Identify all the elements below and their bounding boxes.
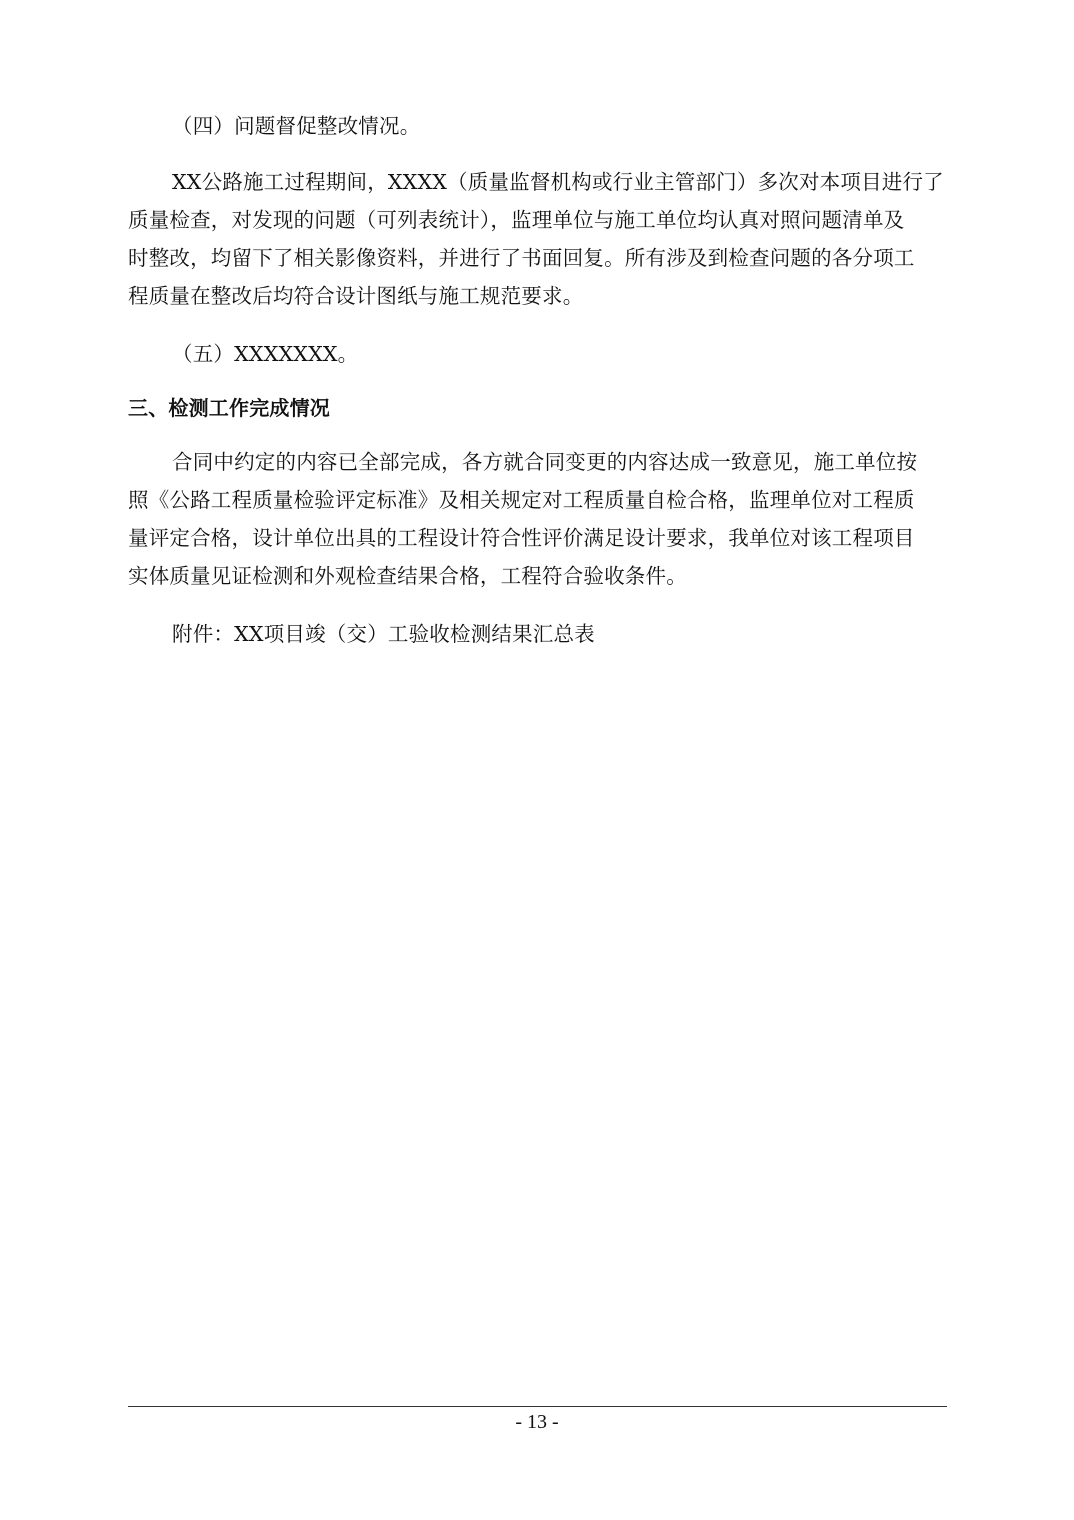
page-number: - 13 - <box>515 1411 559 1433</box>
section-4-title: （四）问题督促整改情况。 <box>172 114 421 138</box>
section-three-paragraph-line-3: 量评定合格，设计单位出具的工程设计符合性评价满足设计要求，我单位对该工程项目 <box>128 526 915 550</box>
attachment-note: 附件：XX项目竣（交）工验收检测结果汇总表 <box>172 622 595 646</box>
section-three-heading: 三、检测工作完成情况 <box>128 396 330 420</box>
section-4-paragraph-line-2: 质量检查，对发现的问题（可列表统计），监理单位与施工单位均认真对照问题清单及 <box>128 208 905 232</box>
footer-divider <box>128 1406 947 1407</box>
section-three-paragraph-line-2: 照《公路工程质量检验评定标准》及相关规定对工程质量自检合格，监理单位对工程质 <box>128 488 915 512</box>
section-5-title: （五）XXXXXXX。 <box>172 342 359 366</box>
section-three-paragraph-line-4: 实体质量见证检测和外观检查结果合格，工程符合验收条件。 <box>128 564 687 588</box>
section-4-paragraph-line-4: 程质量在整改后均符合设计图纸与施工规范要求。 <box>128 284 584 308</box>
section-three-paragraph-line-1: 合同中约定的内容已全部完成，各方就合同变更的内容达成一致意见，施工单位按 <box>172 450 918 474</box>
section-4-paragraph-line-3: 时整改，均留下了相关影像资料，并进行了书面回复。所有涉及到检查问题的各分项工 <box>128 246 915 270</box>
section-4-paragraph-line-1: XX公路施工过程期间，XXXX（质量监督机构或行业主管部门）多次对本项目进行了 <box>172 170 944 194</box>
